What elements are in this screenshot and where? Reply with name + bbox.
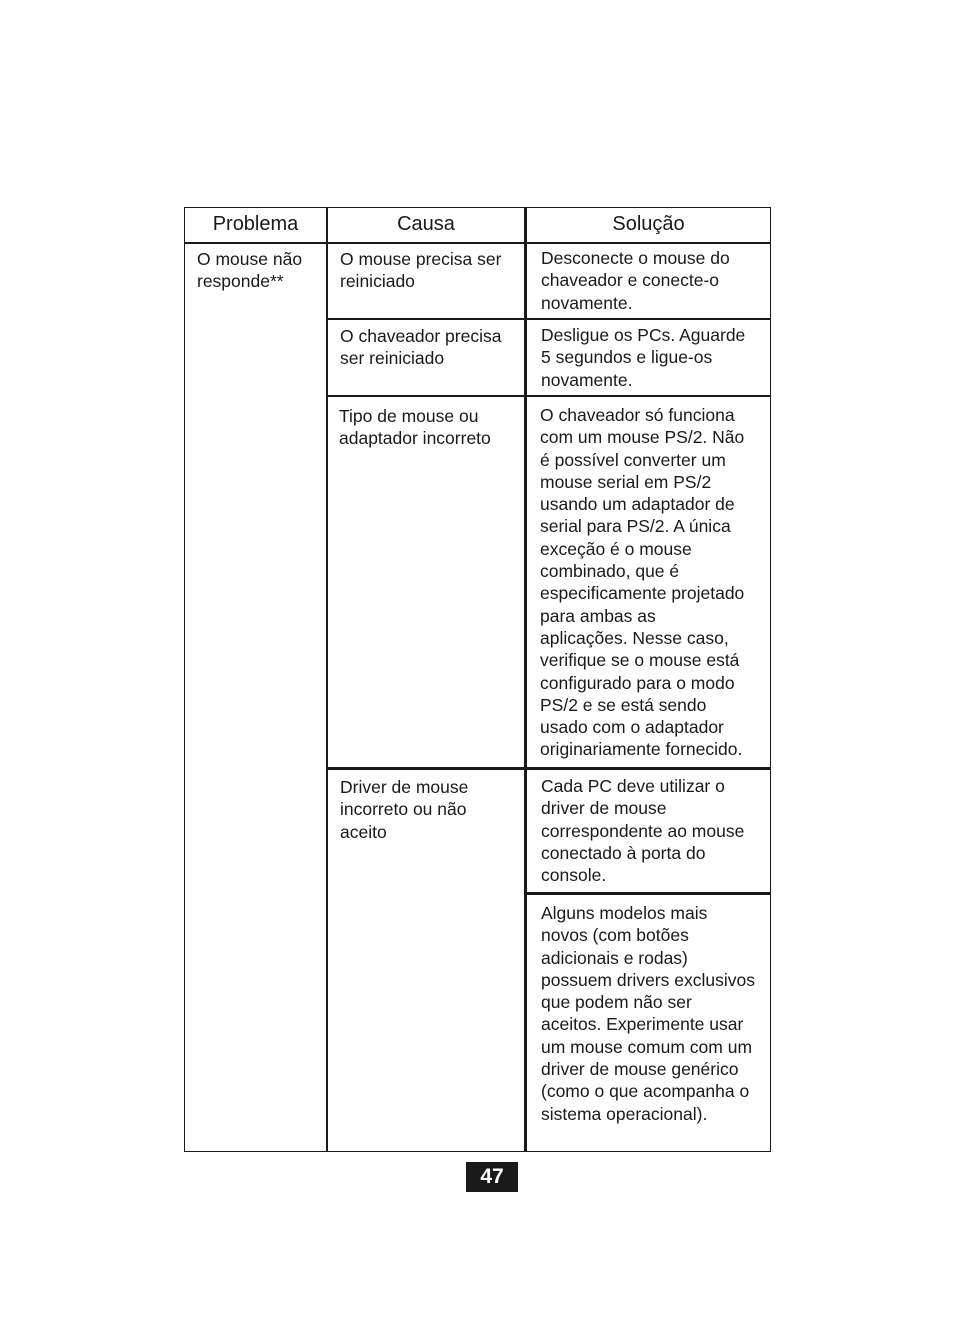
solution-cell-5: Alguns modelos mais novos (com botões adicionais e rodas) possuem drivers exclusivos que podem não ser aceitos. Experimente usar um mouse comum com um driver de mouse genérico (como o que acompanha o sistema operacional). <box>541 903 755 1124</box>
cause-row-rule-2 <box>327 395 770 397</box>
header-causa: Causa <box>397 213 455 235</box>
cause-cell-3: Tipo de mouse ou adaptador incorreto <box>339 406 491 449</box>
cause-row-rule-1 <box>327 318 770 320</box>
solution-cell-2: Desligue os PCs. Aguarde 5 segundos e ligue-os novamente. <box>541 325 746 390</box>
solution-cell-4: Cada PC deve utilizar o driver de mouse correspondente ao mouse conectado à porta do console. <box>541 776 745 886</box>
header-problema: Problema <box>212 213 299 235</box>
page-number: 47 <box>466 1162 518 1192</box>
header-solucao: Solução <box>612 213 685 235</box>
cause-row-rule-3 <box>327 767 770 770</box>
header-rule <box>184 242 771 244</box>
problem-cell: O mouse não responde** <box>197 249 303 292</box>
cause-cell-2: O chaveador precisa ser reiniciado <box>340 326 502 369</box>
solution-cell-1: Desconecte o mouse do chaveador e conecte-o novamente. <box>541 248 730 313</box>
column-divider-2 <box>524 208 527 1152</box>
column-divider-1 <box>326 208 328 1152</box>
solution-cell-3: O chaveador só funciona com um mouse PS/2. Não é possível converter um mouse serial em PS/2 usando um adaptador de serial para PS/2. A única exceção é o mouse combinado, que é especificamente projetado para ambas as aplicações. Nesse caso, verifique se o mouse está configurado para o modo PS/2 e se está sendo usado com o adaptador originariamente fornecido. <box>540 405 745 760</box>
cause-cell-4: Driver de mouse incorreto ou não aceito <box>340 777 469 842</box>
solution-row-rule-4 <box>526 892 770 895</box>
cause-cell-1: O mouse precisa ser reiniciado <box>340 249 502 292</box>
